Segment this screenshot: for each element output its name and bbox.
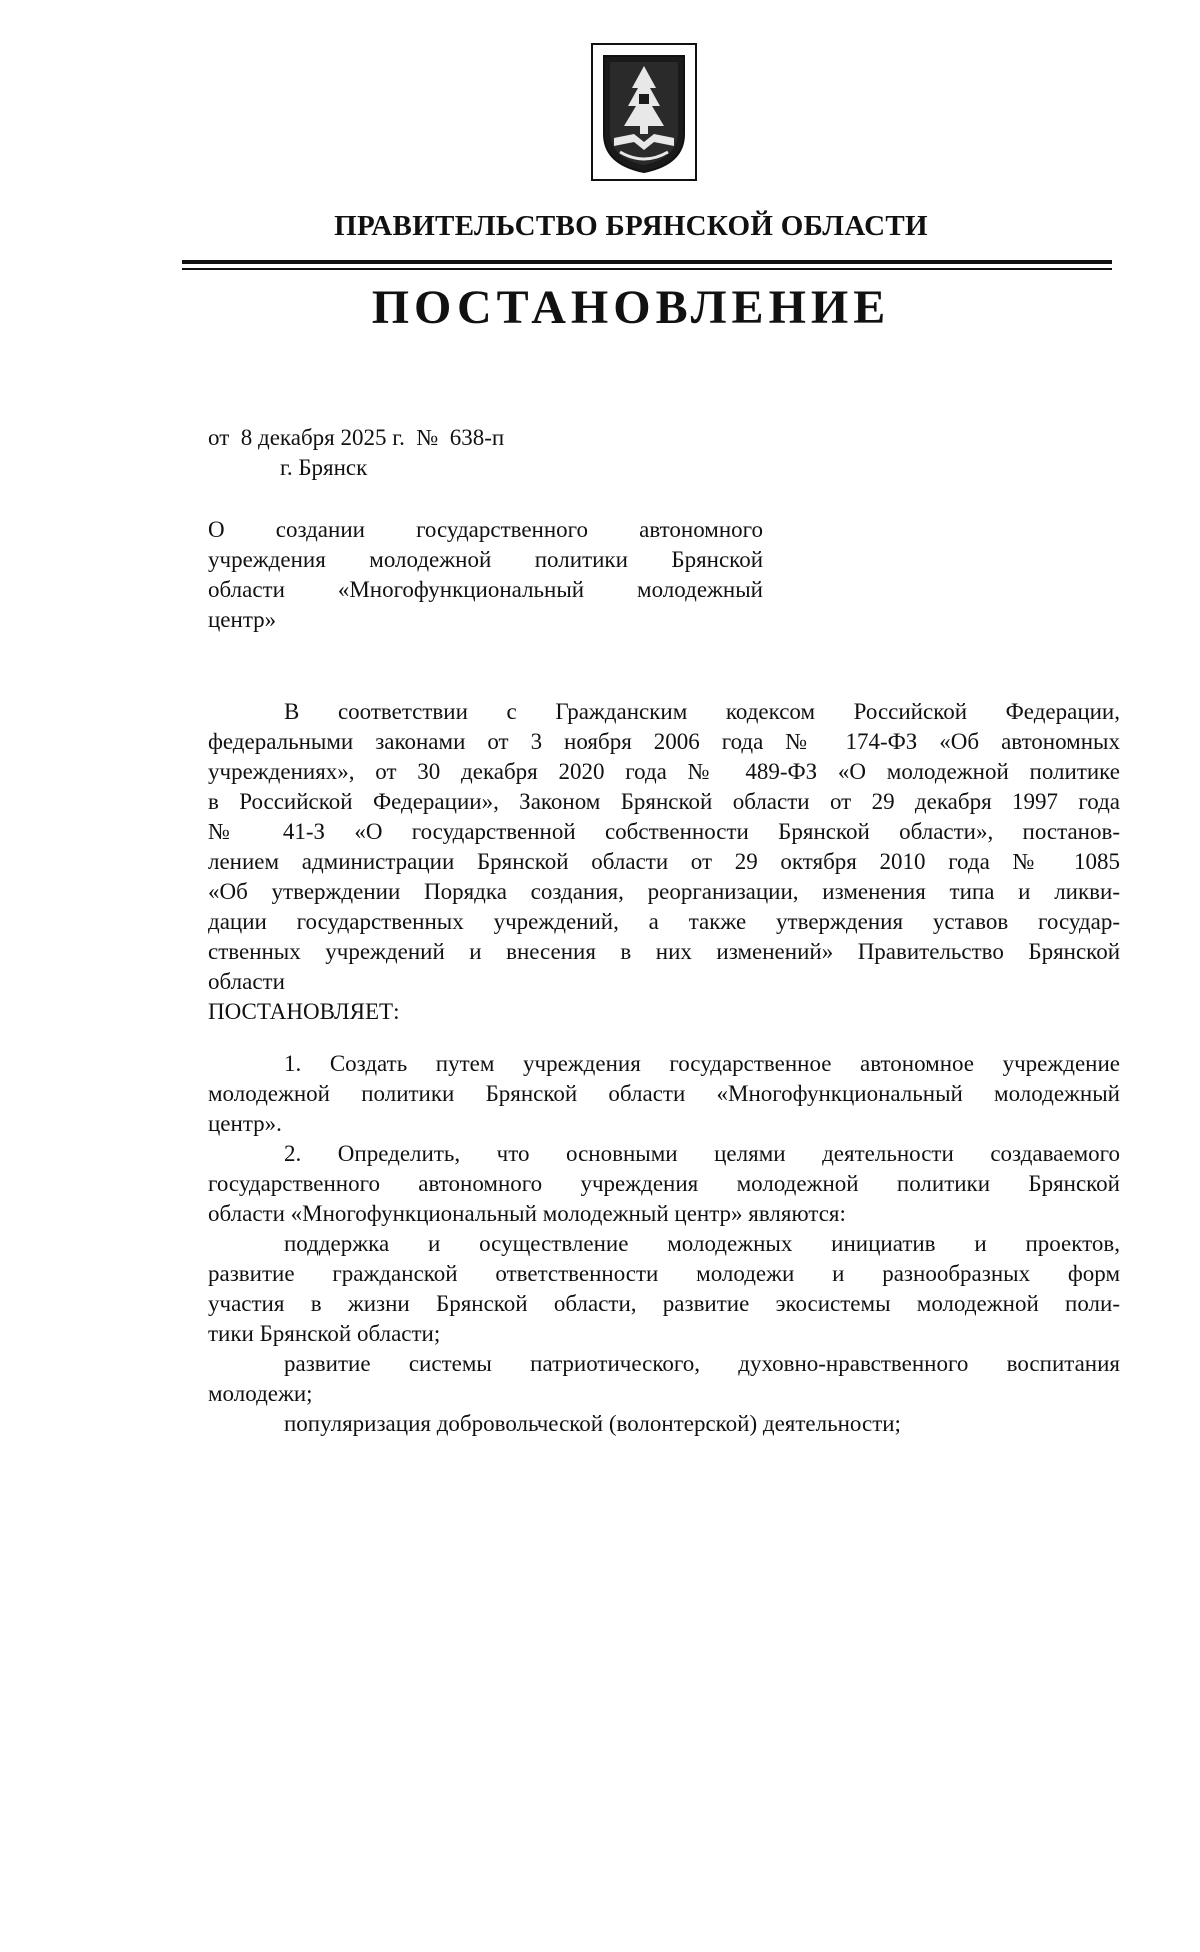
item1-line: 1. Создать путем учреждения государственное автономное учреждение bbox=[284, 1051, 1120, 1076]
goal1-line: поддержка и осуществление молодежных инициатив и проектов, bbox=[284, 1231, 1120, 1256]
document-subject bbox=[208, 515, 763, 635]
document-type-title: ПОСТАНОВЛЕНИЕ bbox=[371, 281, 891, 334]
goal1-line: развитие гражданской ответственности молодежи и разнообразных форм bbox=[208, 1261, 1120, 1286]
preamble-line: № 41-З «О государственной собственности Брянской области», постанов- bbox=[208, 819, 1120, 844]
goal1-line: тики Брянской области; bbox=[208, 1321, 441, 1346]
item1-line: центр». bbox=[208, 1111, 282, 1136]
subject-line: центр» bbox=[208, 607, 277, 632]
resolves-word: ПОСТАНОВЛЯЕТ: bbox=[208, 999, 400, 1024]
item2-line: государственного автономного учреждения молодежной политики Брянской bbox=[208, 1171, 1120, 1196]
goal2-line: развитие системы патриотического, духовно-нравственного воспитания bbox=[284, 1351, 1120, 1376]
date-number-text: от 8 декабря 2025 г. № 638-п bbox=[208, 425, 505, 450]
subject-line: области «Многофункциональный молодежный bbox=[208, 577, 763, 602]
subject-line: учреждения молодежной политики Брянской bbox=[208, 547, 763, 572]
preamble-line: учреждениях», от 30 декабря 2020 года № 489-ФЗ «О молодежной политике bbox=[208, 759, 1120, 784]
goal2-line: молодежи; bbox=[208, 1381, 313, 1406]
goal1-line: участия в жизни Брянской области, развитие экосистемы молодежной поли- bbox=[208, 1291, 1120, 1316]
preamble-line: В соответствии с Гражданским кодексом Российской Федерации, bbox=[284, 699, 1120, 724]
preamble-line: дации государственных учреждений, а также утверждения уставов государ- bbox=[208, 909, 1120, 934]
document-body bbox=[208, 697, 1120, 1439]
item1-line: молодежной политики Брянской области «Многофункциональный молодежный bbox=[208, 1081, 1120, 1106]
paragraph-gap bbox=[208, 1027, 1120, 1049]
subject-line: О создании государственного автономного bbox=[208, 517, 763, 542]
date-number-line bbox=[208, 425, 504, 451]
city-name: г. Брянск bbox=[280, 455, 368, 480]
preamble-line: области bbox=[208, 969, 285, 994]
bryansk-coat-of-arms-icon bbox=[590, 42, 698, 182]
header-rule-thin bbox=[182, 268, 1112, 270]
preamble-line: ственных учреждений и внесения в них изменений» Правительство Брянской bbox=[208, 939, 1120, 964]
preamble-line: федеральными законами от 3 ноября 2006 года № 174-ФЗ «Об автономных bbox=[208, 729, 1120, 754]
item2-line: области «Многофункциональный молодежный центр» являются: bbox=[208, 1201, 846, 1226]
goal3-line: популяризация добровольческой (волонтерской) деятельности; bbox=[284, 1411, 901, 1436]
government-title: ПРАВИТЕЛЬСТВО БРЯНСКОЙ ОБЛАСТИ bbox=[334, 210, 928, 242]
header-rule-thick bbox=[182, 260, 1112, 264]
preamble-line: «Об утверждении Порядка создания, реорганизации, изменения типа и ликви- bbox=[208, 879, 1120, 904]
preamble-line: в Российской Федерации», Законом Брянской области от 29 декабря 1997 года bbox=[208, 789, 1120, 814]
item2-line: 2. Определить, что основными целями деятельности создаваемого bbox=[284, 1141, 1120, 1166]
preamble-line: лением администрации Брянской области от 29 октября 2010 года № 1085 bbox=[208, 849, 1120, 874]
